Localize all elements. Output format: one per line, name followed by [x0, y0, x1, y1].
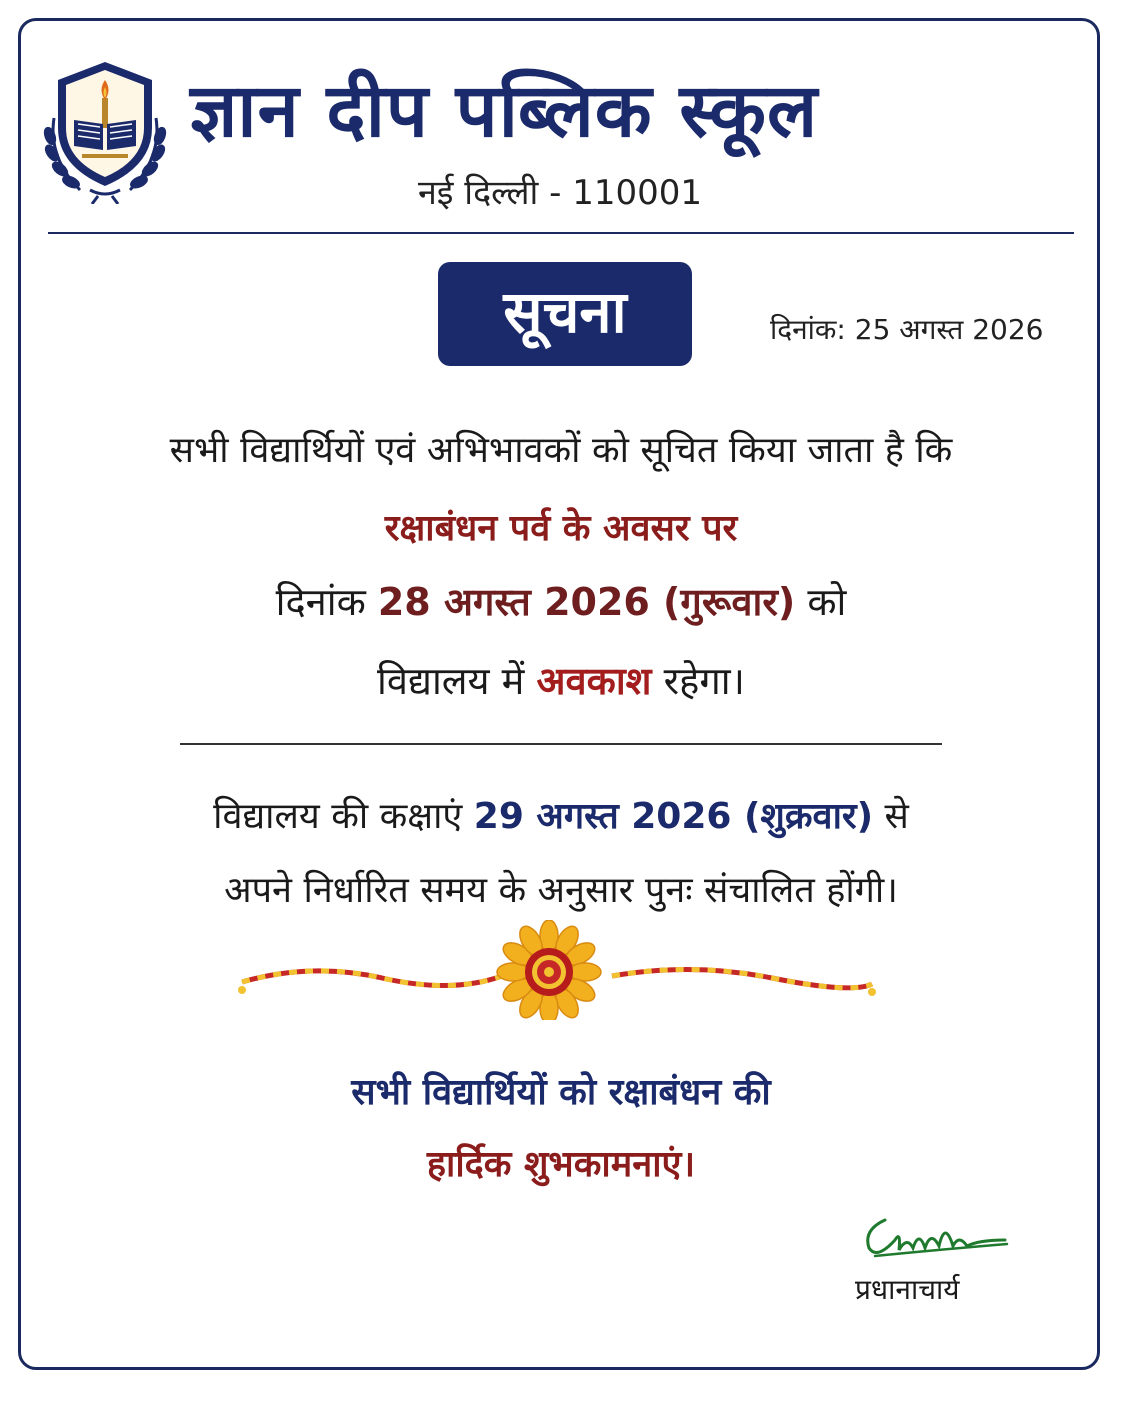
school-address: नई दिल्ली - 110001	[417, 173, 703, 213]
body-line-1: सभी विद्यार्थियों एवं अभिभावकों को सूचित किया जाता है कि	[169, 430, 953, 471]
body-line-5-post: से	[873, 796, 909, 837]
principal-designation: प्रधानाचार्य	[855, 1273, 960, 1306]
body-divider	[180, 743, 942, 745]
body-line-3-post: को	[795, 580, 847, 624]
body-line-4	[0, 654, 1122, 706]
notice-date: दिनांक: 25 अगस्त 2026	[770, 313, 1044, 346]
notice-badge: सूचना	[438, 262, 692, 366]
body-line-5	[0, 790, 1122, 839]
school-name: ज्ञान दीप पब्लिक स्कूल	[190, 68, 819, 154]
body-line-3-pre: दिनांक	[275, 580, 378, 624]
signature-icon	[855, 1200, 1015, 1270]
holiday-word: अवकाश	[536, 659, 652, 703]
school-crest-icon	[40, 58, 170, 204]
reopen-date: 29 अगस्त 2026 (शुक्रवार)	[473, 796, 874, 837]
body-line-5-pre: विद्यालय की कक्षाएं	[213, 796, 474, 837]
rakhi-icon	[232, 920, 882, 1020]
header-divider	[48, 232, 1074, 234]
body-line-4-pre: विद्यालय में	[377, 659, 537, 703]
body-line-2: रक्षाबंधन पर्व के अवसर पर	[384, 508, 738, 549]
greeting-line-1: सभी विद्यार्थियों को रक्षाबंधन की	[351, 1072, 771, 1113]
body-line-3	[0, 575, 1122, 627]
greeting-line-2: हार्दिक शुभकामनाएं।	[426, 1144, 696, 1185]
body-line-4-post: रहेगा।	[651, 659, 745, 703]
body-line-6: अपने निर्धारित समय के अनुसार पुनः संचालित होंगी।	[224, 870, 898, 911]
holiday-date: 28 अगस्त 2026 (गुरूवार)	[377, 580, 796, 624]
